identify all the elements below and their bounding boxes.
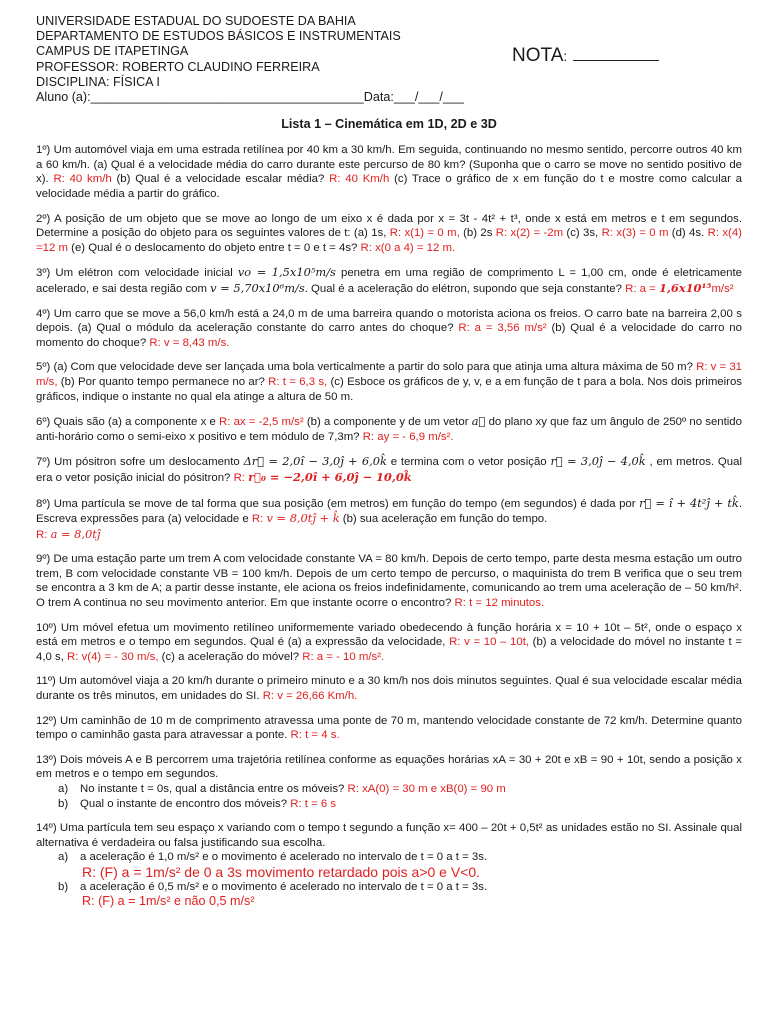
q10-answer-a: R: v = 10 – 10t, bbox=[449, 636, 530, 649]
header-student-line[interactable]: Aluno (a):_______________________________________Data:___/___/___ bbox=[36, 90, 464, 105]
q6-answer-b: R: ay = - 6,9 m/s². bbox=[362, 430, 454, 443]
q4-text-a: 4º) Um carro que se move a 56,0 km/h está a 24,0 m de uma barreira quando o motorista aciona os freios. O carro bate na barreira 2,00 s depois. (a) Qual o módulo da aceleração constante do carro antes do choque? bbox=[36, 307, 742, 335]
header-university: UNIVERSIDADE ESTADUAL DO SUDOESTE DA BAHIA bbox=[36, 14, 356, 28]
q6-answer-a: R: ax = -2,5 m/s² bbox=[219, 416, 304, 429]
question-7 bbox=[36, 454, 742, 485]
header-block bbox=[36, 14, 742, 105]
q2-answer-d: R: x(4) =12 m bbox=[36, 227, 742, 254]
q11-answer: R: v = 26,66 Km/h. bbox=[262, 690, 358, 703]
q12-text: 12º) Um caminhão de 10 m de comprimento atravessa uma ponte de 70 m, mantendo velocidade constante de 72 km/h. Determine quanto tempo o caminhão gasta para atravessar a ponte. bbox=[36, 714, 742, 742]
q1-text-a: 1º) Um automóvel viaja em uma estrada retilínea por 40 km a 30 km/h. Em seguida, continuando no mesmo sentido, percorre outros 40 km a 60 km/h. (a) Qual é a velocidade média do carro durante este percurso de 80 km? (Suponha que o carro se move no sentido positivo de x). bbox=[36, 144, 742, 186]
question-4 bbox=[36, 307, 742, 351]
q7-text-b: e termina com o vetor posição bbox=[386, 456, 551, 469]
header-department: DEPARTAMENTO DE ESTUDOS BÁSICOS E INSTRUMENTAIS bbox=[36, 29, 401, 44]
q7-answer: r⃗₀ = −2,0î + 6,0ĵ − 10,0k̂ bbox=[248, 469, 412, 484]
question-9 bbox=[36, 552, 742, 610]
q8-answer-a-prefix: R: bbox=[251, 513, 267, 526]
q13-item-b-text: Qual o instante de encontro dos móveis? bbox=[80, 797, 291, 810]
q2-answer-e: R: x(0 a 4) = 12 m. bbox=[360, 241, 456, 254]
q3-answer-unit: m/s² bbox=[711, 282, 734, 295]
q8-text-a: 8º) Uma partícula se move de tal forma que sua posição (em metros) em função do tempo (em segundos) é dada por bbox=[36, 497, 640, 510]
q13-item-b-label: b) bbox=[58, 797, 69, 810]
q1-answer-a: R: 40 km/h bbox=[53, 173, 112, 186]
question-1 bbox=[36, 143, 742, 201]
q10-answer-b: R: v(4) = - 30 m/s, bbox=[67, 650, 159, 663]
q14-item-b bbox=[60, 880, 742, 895]
q1-text-b: (b) Qual é a velocidade escalar média? bbox=[111, 173, 330, 186]
q8-answer-b: a = 8,0tĵ bbox=[50, 526, 101, 541]
document-page bbox=[36, 14, 742, 919]
q1-text-c: (c) Trace o gráfico de x em função do t e mostre como calcular a velocidade média a partir do gráfico. bbox=[36, 173, 742, 200]
q14-item-a bbox=[60, 850, 742, 865]
question-12 bbox=[36, 714, 742, 743]
q9-answer: R: t = 12 minutos. bbox=[454, 597, 545, 610]
q5-answer-a: R: v = 31 m/s, bbox=[36, 361, 743, 388]
q7-text-a: 7º) Um pósitron sofre um deslocamento bbox=[36, 456, 244, 469]
question-11 bbox=[36, 674, 742, 703]
q2-text-a: 2º) A posição de um objeto que se move ao longo de um eixo x é dada por x = 3t - 4t² + t³, onde x está em metros e t em segundos. Determine a posição do objeto para os seguintes valores de t: (a) 1s, bbox=[36, 212, 742, 240]
q11-text: 11º) Um automóvel viaja a 20 km/h durante o primeiro minuto e a 30 km/h nos dois minutos seguintes. Qual é sua velocidade escalar média durante os três minutos, em unidades do SI. bbox=[36, 675, 742, 703]
q9-text: 9º) De uma estação parte um trem A com velocidade constante VA = 80 km/h. Depois de certo tempo, parte desta mesma estação um outro trem, B com velocidade constante VB = 100 km/h. Depois de um certo tempo de percurso, o maquinista do trem B verifica que o seu trem se encontra a 3 km de A; a partir desse instante, ele aciona os freios indefinidamente, comunicando ao trem uma aceleração de – 50 km/h². O trem A continua no seu movimento anterior. Em que instante ocorre o encontro? bbox=[36, 553, 742, 610]
q10-text-c: (c) a aceleração do móvel? bbox=[158, 650, 303, 663]
q6-text-b: (b) a componente y de um vetor bbox=[303, 416, 472, 429]
q13-item-b bbox=[60, 797, 742, 812]
q2-text-c: (c) 3s, bbox=[563, 227, 602, 240]
question-3 bbox=[36, 265, 742, 296]
q2-answer-b: R: x(2) = -2m bbox=[495, 227, 564, 240]
q2-text-d: (d) 4s. bbox=[668, 227, 708, 240]
q7-displacement: Δr⃗ = 2,0î − 3,0ĵ + 6,0k̂ bbox=[243, 454, 387, 469]
q5-answer-b: R: t = 6,3 s, bbox=[268, 375, 328, 388]
q7-text-c: , em metros. Qual era o vetor posição inicial do pósitron? bbox=[36, 456, 742, 484]
q14-item-b-label: b) bbox=[58, 880, 69, 893]
nota-colon: : bbox=[563, 48, 568, 64]
question-5 bbox=[36, 360, 742, 404]
q5-text-a: 5º) (a) Com que velocidade deve ser lançada uma bola verticalmente a partir do solo para que atinja uma altura máxima de 50 m? bbox=[36, 361, 697, 374]
q7-position: r⃗ = 3,0ĵ − 4,0k̂ bbox=[550, 454, 646, 469]
q8-text-b: . Escreva expressões para (a) velocidade e bbox=[36, 497, 742, 526]
q5-text-b: (b) Por quanto tempo permanece no ar? bbox=[57, 375, 269, 388]
header-professor: PROFESSOR: ROBERTO CLAUDINO FERREIRA bbox=[36, 59, 320, 74]
q13-item-b-answer: R: t = 6 s bbox=[290, 797, 337, 810]
q10-text-b: (b) a velocidade do móvel no instante t = 4,0 s, bbox=[36, 636, 742, 663]
q8-answer-b-prefix: R: bbox=[36, 528, 51, 541]
q2-text-b: (b) 2s bbox=[459, 227, 496, 240]
header-campus: CAMPUS DE ITAPETINGA bbox=[36, 44, 189, 59]
q2-text-e: (e) Qual é o deslocamento do objeto entre t = 0 e t = 4s? bbox=[67, 241, 361, 254]
q2-answer-c: R: x(3) = 0 m bbox=[601, 227, 669, 240]
q2-answer-a: R: x(1) = 0 m, bbox=[389, 227, 460, 240]
q12-answer: R: t = 4 s. bbox=[290, 729, 340, 742]
q4-answer-a: R: a = 3,56 m/s² bbox=[458, 322, 547, 335]
question-8 bbox=[36, 496, 742, 543]
q4-text-b: (b) Qual é a velocidade do carro no momento do choque? bbox=[36, 322, 742, 349]
q10-text-a: 10º) Um móvel efetua um movimento retilíneo uniformemente variado obedecendo à função horária x = 10 + 10t – 5t², onde o espaço x está em metros e o tempo em segundos. Qual é (a) a expressão da velocidade, bbox=[36, 621, 742, 649]
q6-text-a: 6º) Quais são (a) a componente x e bbox=[36, 416, 219, 429]
q13-item-a-label: a) bbox=[58, 783, 69, 795]
q14-text: 14º) Uma partícula tem seu espaço x variando com o tempo t segundo a função x= 400 – 20t + 0,5t² as unidades estão no SI. Assinale qual alternativa é verdadeira ou falsa justificando sua escolha. bbox=[36, 822, 742, 849]
question-6 bbox=[36, 414, 742, 444]
q13-item-a-answer: R: xA(0) = 30 m e xB(0) = 90 m bbox=[347, 783, 506, 795]
q1-answer-b: R: 40 Km/h bbox=[329, 173, 390, 186]
q3-final-velocity: v = 5,70x10⁶m/s bbox=[210, 280, 305, 295]
q8-text-c: (b) sua aceleração em função do tempo. bbox=[339, 513, 548, 526]
q13-item-a bbox=[60, 782, 742, 797]
q13-text: 13º) Dois móveis A e B percorrem uma trajetória retilínea conforme as equações horárias xA = 30 + 20t e xB = 90 + 10t, sendo a posição x em metros e o tempo em segundos. bbox=[36, 753, 742, 781]
q7-answer-prefix: R: bbox=[233, 471, 249, 484]
question-2 bbox=[36, 212, 742, 256]
q6-vector: a⃗ bbox=[471, 414, 486, 429]
q3-text-b: penetra em uma região de comprimento L = 1,00 cm, onde é eletricamente acelerado, e sai desta região com bbox=[36, 267, 743, 295]
q4-answer-b: R: v = 8,43 m/s. bbox=[149, 336, 230, 349]
q10-answer-c: R: a = - 10 m/s². bbox=[302, 650, 385, 663]
q8-answer-a: v = 8,0tĵ + k̂ bbox=[266, 511, 340, 526]
q3-answer-value: 1,6x10¹⁵ bbox=[659, 280, 712, 295]
q14-item-a-label: a) bbox=[58, 851, 69, 864]
page-title: Lista 1 – Cinemática em 1D, 2D e 3D bbox=[281, 117, 497, 132]
question-13 bbox=[36, 753, 742, 811]
q3-text-c: . Qual é a aceleração do elétron, supondo que seja constante? bbox=[304, 282, 626, 295]
q14-item-b-text: a aceleração é 0,5 m/s² e o movimento é acelerado no intervalo de t = 0 a t = 3s. bbox=[80, 880, 488, 893]
q8-position: r⃗ = î + 4t²ĵ + tk̂ bbox=[639, 495, 739, 510]
q3-text-a: 3º) Um elétron com velocidade inicial bbox=[36, 267, 238, 280]
q3-initial-velocity: vo = 1,5x10⁵m/s bbox=[237, 265, 336, 280]
q13-item-a-text: No instante t = 0s, qual a distância entre os móveis? bbox=[80, 783, 348, 795]
q14-item-a-text: a aceleração é 1,0 m/s² e o movimento é acelerado no intervalo de t = 0 a t = 3s. bbox=[80, 851, 488, 864]
header-discipline: DISCIPLINA: FÍSICA I bbox=[36, 74, 160, 89]
question-14 bbox=[36, 821, 742, 909]
q3-answer-prefix: R: a = bbox=[625, 282, 659, 295]
nota-label: NOTA bbox=[512, 45, 564, 66]
q14-item-a-answer: R: (F) a = 1m/s² de 0 a 3s movimento retardado pois a>0 e V<0. bbox=[82, 863, 481, 880]
question-10 bbox=[36, 621, 742, 665]
q6-text-c: do plano xy que faz um ângulo de 250º no sentido anti-horário como o semi-eixo x positivo e tem módulo de 7,3m? bbox=[36, 416, 742, 443]
q5-text-c: (c) Esboce os gráficos de y, v, e a em função de t para a bola. Nos dois primeiros gráficos, indique o instante no qual ela atinge a altura de 50 m. bbox=[36, 375, 742, 403]
q14-item-b-answer: R: (F) a = 1m/s² e não 0,5 m/s² bbox=[82, 894, 255, 909]
